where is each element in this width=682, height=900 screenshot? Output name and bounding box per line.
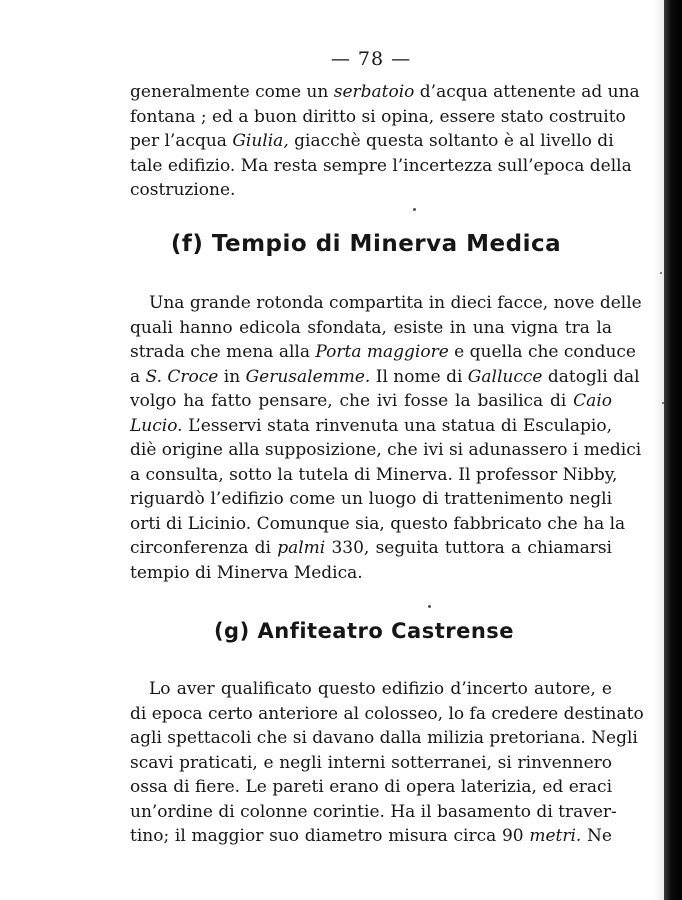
text-segment: a consulta, sotto la tutela di Minerva. Il professor Nibby,: [130, 464, 618, 485]
italic-term: serbatoio: [333, 82, 415, 102]
text-segment: Il nome di: [370, 366, 468, 387]
text-line: [130, 463, 618, 488]
text-segment: tempio di Minerva Medica.: [130, 562, 363, 583]
text-segment: Lo aver qualificato questo edifizio d’incerto autore, e: [149, 679, 612, 699]
text-segment: volgo ha fatto pensare, che ivi fosse la basilica di: [130, 391, 574, 411]
scan-speck: [428, 605, 431, 608]
text-line: [130, 800, 617, 825]
text-segment: costruzione.: [130, 180, 236, 200]
text-line: [130, 389, 612, 414]
text-line: [130, 677, 612, 702]
text-line: [130, 702, 644, 727]
text-line: [130, 438, 642, 463]
text-line: [130, 487, 612, 512]
text-segment: L’esservi stata rinvenuta una statua di Esculapio,: [182, 415, 612, 436]
text-segment: Ne: [581, 826, 612, 846]
text-segment: tale edifizio. Ma resta sempre l’incertezza sull’epoca della: [130, 155, 632, 176]
text-segment: riguardò l’edifizio come un luogo di trattenimento negli: [130, 489, 612, 509]
text-segment: scavi praticati, e negli interni sotterranei, si rinvennero: [130, 752, 612, 773]
text-line: [130, 414, 612, 439]
page-gutter-shadow: [654, 0, 664, 900]
section-heading-anfiteatro-castrense: (g) Anfiteatro Castrense: [213, 619, 515, 643]
text-line: [130, 775, 612, 800]
italic-term: Gallucce: [467, 366, 543, 387]
section-heading-tempio-minerva-medica: (f) Tempio di Minerva Medica: [170, 231, 562, 257]
page-number: — 78 —: [330, 48, 412, 70]
text-line: [130, 536, 612, 561]
text-segment: d’acqua attenente ad una: [414, 82, 640, 102]
text-segment: circonferenza di: [130, 538, 278, 558]
text-segment: orti di Licinio. Comunque sia, questo fabbricato che ha la: [130, 513, 626, 534]
scan-speck: [662, 402, 664, 404]
text-segment: generalmente come un: [130, 82, 334, 102]
text-line: [130, 824, 612, 849]
scan-speck: [660, 272, 662, 274]
italic-term: S. Croce: [145, 366, 219, 387]
text-segment: strada che mena alla: [130, 342, 316, 362]
text-line: [130, 154, 632, 179]
text-segment: diè origine alla supposizione, che ivi si adunassero i medici: [130, 440, 642, 460]
text-line: [130, 512, 626, 537]
text-line: [130, 291, 642, 316]
text-line: [130, 178, 612, 203]
text-line: [130, 316, 612, 341]
text-line: [130, 561, 612, 586]
text-line: [130, 365, 640, 390]
paragraph-anfiteatro-castrense: [130, 677, 644, 849]
text-line: [130, 726, 638, 751]
text-segment: ossa di fiere. Le pareti erano di opera laterizia, ed eraci: [130, 777, 612, 797]
scan-speck: [413, 208, 416, 211]
text-line: [130, 340, 636, 365]
italic-term: Porta maggiore: [315, 342, 449, 362]
paragraph-serbatoio: [130, 80, 640, 203]
italic-term: Lucio.: [130, 415, 183, 436]
italic-term: palmi: [277, 538, 326, 558]
italic-term: Caio: [573, 391, 612, 411]
text-segment: un’ordine di colonne corintie. Ha il basamento di traver-: [130, 801, 617, 822]
text-line: [130, 129, 612, 154]
scan-edge: [664, 0, 682, 900]
text-line: [130, 80, 640, 105]
text-line: [130, 751, 612, 776]
text-segment: giacchè questa soltanto è al livello di: [288, 131, 614, 151]
italic-term: Gerusalemme.: [245, 366, 371, 387]
text-segment: in: [218, 366, 246, 387]
text-segment: datogli dal: [542, 366, 640, 387]
text-segment: fontana ; ed a buon diritto si opina, essere stato costruito: [130, 106, 626, 127]
text-segment: quali hanno edicola sfondata, esiste in una vigna tra la: [130, 317, 612, 338]
italic-term: metri.: [529, 826, 582, 846]
text-segment: Una grande rotonda compartita in dieci facce, nove delle: [149, 293, 642, 313]
text-segment: a: [130, 366, 146, 387]
text-segment: e quella che conduce: [448, 342, 636, 362]
text-segment: di epoca certo anteriore al colosseo, lo fa credere destinato: [130, 703, 644, 724]
text-segment: per l’acqua: [130, 131, 233, 151]
text-segment: agli spettacoli che si davano dalla milizia pretoriana. Negli: [130, 728, 638, 748]
paragraph-minerva-medica: [130, 291, 642, 585]
italic-term: Giulia,: [232, 131, 289, 151]
text-segment: tino; il maggior suo diametro misura circa 90: [130, 826, 530, 846]
text-segment: 330, seguita tuttora a chiamarsi: [325, 538, 612, 558]
text-line: [130, 105, 626, 130]
